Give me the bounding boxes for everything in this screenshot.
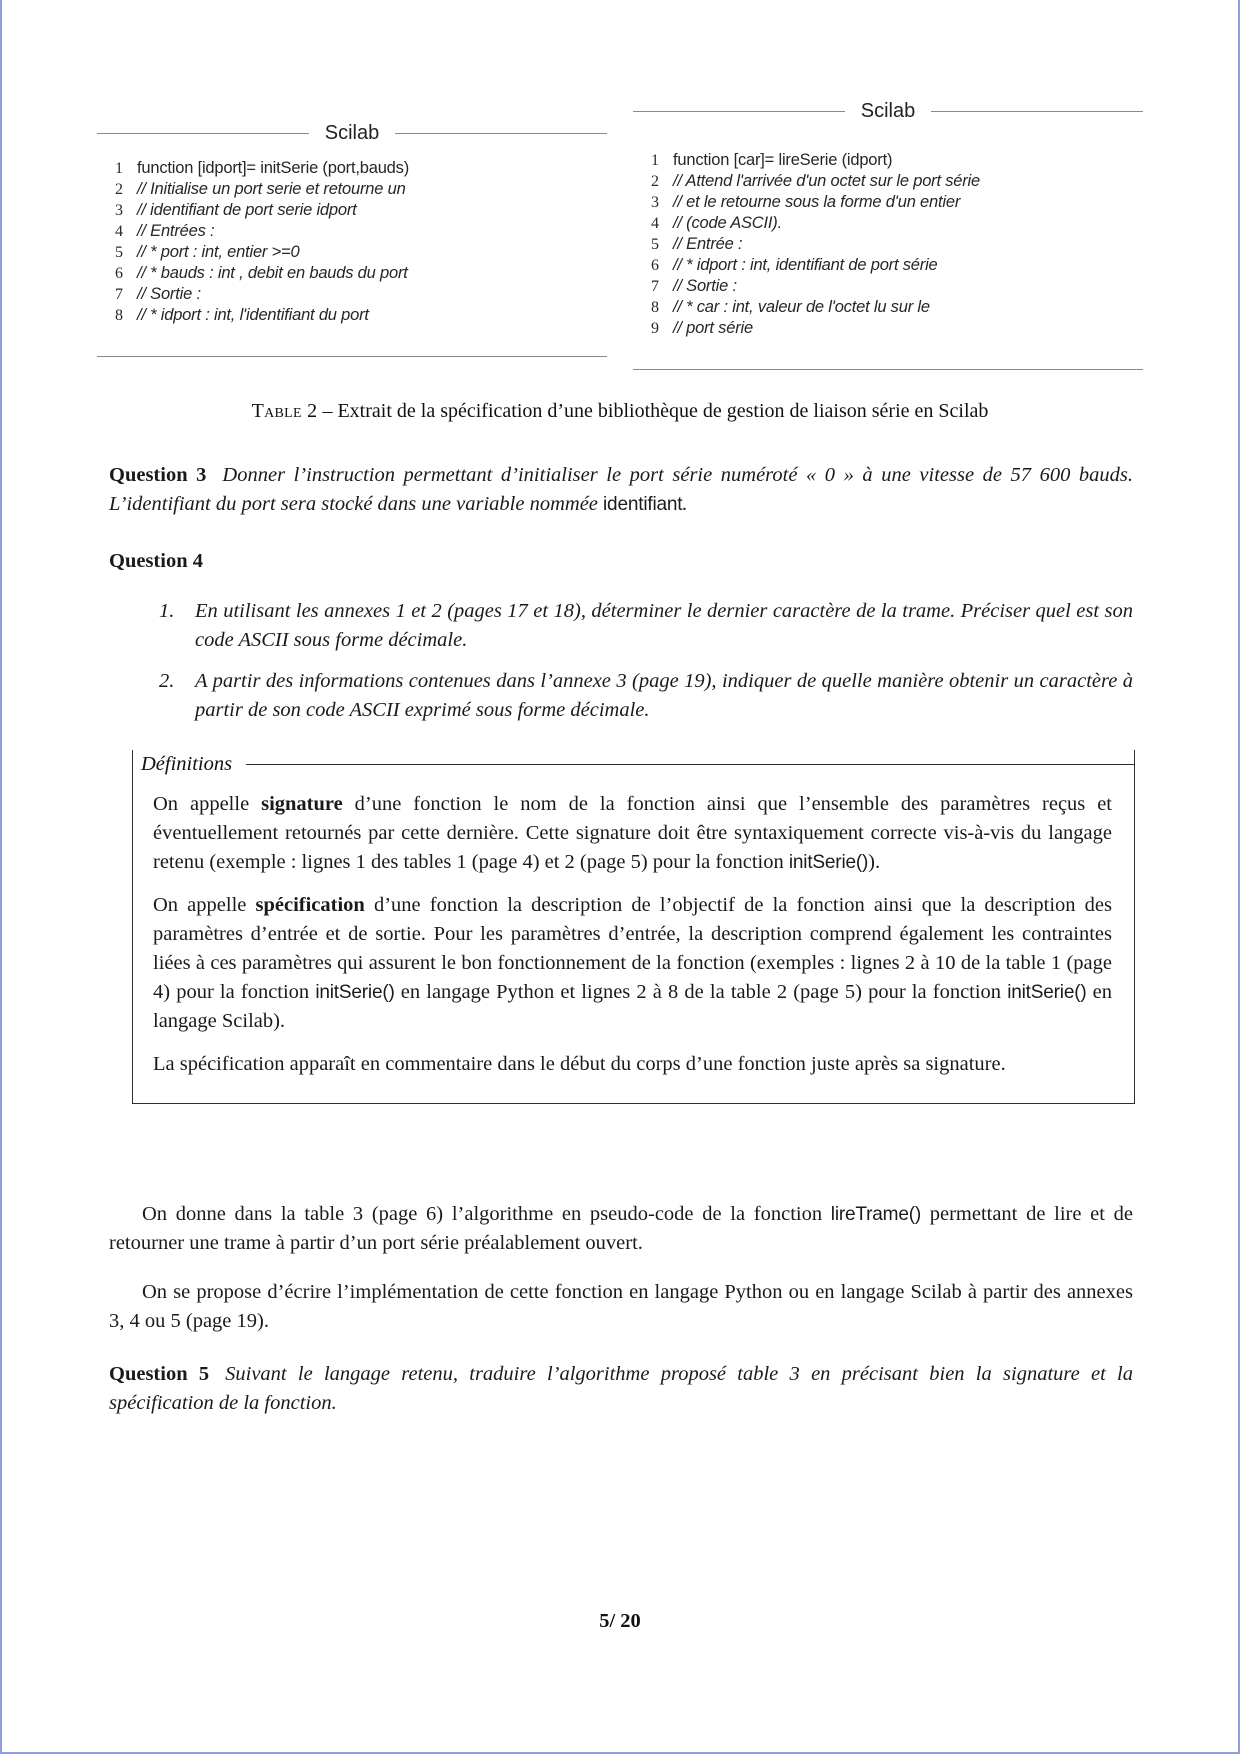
listing-initserie-body	[97, 158, 607, 326]
listing-initserie-header	[97, 118, 607, 148]
code-text: // identifiant de port serie idport	[137, 201, 357, 219]
question-3-label: Question 3	[109, 464, 207, 486]
question-5	[109, 1360, 1133, 1418]
code-line	[97, 263, 607, 284]
code-text: // Sortie :	[137, 285, 201, 303]
code-line	[633, 192, 1143, 213]
text-run: d’une fonction la description de l’objectif de la fonction ainsi que la description des paramètres d’entrée et de sortie. Pour les paramètres d’entrée, la description comprend également les contraintes liées à ces paramètres qui assurent le bon fonctionnement de la fonction (exemples : lignes 2 à 10 de la table 1 (page 4) pour la fonction	[153, 893, 1112, 1003]
listing-title: Scilab	[324, 121, 380, 144]
definitions-box-title: Définitions	[141, 753, 233, 775]
line-number: 6	[115, 265, 123, 282]
line-number: 6	[651, 257, 659, 274]
code-line	[633, 255, 1143, 276]
code-line	[633, 150, 1143, 171]
code-text: function [idport]= initSerie (port,bauds)	[137, 159, 409, 177]
text-run: ).	[868, 850, 881, 873]
line-number: 8	[651, 299, 659, 316]
table-caption-text: – Extrait de la spécification d’une bibliothèque de gestion de liaison série en Scilab	[317, 400, 989, 422]
line-number: 7	[115, 286, 123, 303]
question-3-body: Donner l’instruction permettant d’initialiser le port série numéroté « 0 » à une vitesse de 57 600 bauds. L’identifiant du port sera stocké dans une variable nommée	[109, 464, 1133, 515]
code-line	[97, 242, 607, 263]
header-rule-right	[395, 133, 607, 134]
line-number: 3	[115, 202, 123, 219]
text-run: permettant de lire et de retourner une trame à partir d’un port série préalablement ouvert.	[109, 1202, 1133, 1254]
item-text: En utilisant les annexes 1 et 2 (pages 17 et 18), déterminer le dernier caractère de la trame. Préciser quel est son code ASCII sous forme décimale.	[195, 599, 1133, 651]
page-number: 5/ 20	[599, 1610, 641, 1632]
definition-note: La spécification apparaît en commentaire dans le début du corps d’une fonction juste après sa signature.	[153, 1052, 1006, 1075]
listing-bottom-rule	[633, 369, 1143, 370]
code-line	[633, 297, 1143, 318]
code-line	[97, 305, 607, 326]
text-run: On donne dans la table 3 (page 6) l’algorithme en pseudo-code de la fonction	[142, 1202, 831, 1225]
inline-code-identifiant: identifiant	[603, 494, 683, 515]
item-number: 2.	[159, 669, 175, 692]
line-number: 1	[651, 152, 659, 169]
code-text: // port série	[673, 319, 753, 337]
header-rule-left	[97, 133, 309, 134]
text-run: On appelle	[153, 893, 256, 916]
line-number: 4	[115, 223, 123, 240]
code-text: // * idport : int, identifiant de port série	[673, 256, 938, 274]
listing-initserie	[97, 118, 607, 357]
code-line	[633, 318, 1143, 339]
inline-code-initserie: initSerie()	[788, 851, 869, 873]
definitions-box-title-rule	[246, 764, 1134, 765]
code-line	[97, 200, 607, 221]
text-run: en langage Scilab).	[153, 980, 1113, 1032]
item-text: A partir des informations contenues dans l’annexe 3 (page 19), indiquer de quelle manière obtenir un caractère à partir de son code ASCII exprimé sous forme décimale.	[195, 669, 1133, 721]
code-text: // * bauds : int , debit en bauds du port	[137, 264, 408, 282]
text-run: en langage Python et lignes 2 à 8 de la table 2 (page 5) pour la fonction	[394, 980, 1008, 1003]
code-line	[633, 234, 1143, 255]
line-number: 9	[651, 320, 659, 337]
line-number: 8	[115, 307, 123, 324]
code-text: function [car]= lireSerie (idport)	[673, 151, 893, 169]
line-number: 5	[651, 236, 659, 253]
question-4-item-1	[159, 597, 1133, 655]
line-number: 5	[115, 244, 123, 261]
code-text: // Sortie :	[673, 277, 737, 295]
code-line	[633, 276, 1143, 297]
code-text: // et le retourne sous la forme d'un entier	[673, 193, 961, 211]
code-text: // Initialise un port serie et retourne un	[137, 180, 406, 198]
line-number: 7	[651, 278, 659, 295]
code-text: // Entrées :	[137, 222, 215, 240]
question-4-item-2	[159, 667, 1133, 725]
header-rule-left	[633, 111, 845, 112]
text-run: On appelle	[153, 792, 262, 815]
code-line	[97, 158, 607, 179]
code-line	[97, 179, 607, 200]
text-run: d’une fonction le nom de la fonction ainsi que l’ensemble des paramètres reçus et éventuellement retournés par cette dernière. Cette signature doit être syntaxiquement correcte vis-à-vis du langage retenu (exemple : lignes 1 des tables 1 (page 4) et 2 (page 5) pour la fonction	[153, 792, 1112, 873]
term-signature: signature	[261, 792, 343, 815]
code-text: // * car : int, valeur de l'octet lu sur le	[673, 298, 930, 316]
code-line	[97, 221, 607, 242]
paragraph-liretrame	[109, 1200, 1133, 1258]
code-text: // Entrée :	[673, 235, 743, 253]
question-3	[109, 461, 1133, 519]
code-line	[633, 213, 1143, 234]
code-line	[97, 284, 607, 305]
paragraph-implementation: On se propose d’écrire l’implémentation de cette fonction en langage Python ou en langage Scilab à partir des annexes 3, 4 ou 5 (page 19).	[109, 1281, 1133, 1332]
table-caption-label: Table 2	[251, 400, 318, 422]
question-3-text	[109, 464, 1133, 515]
code-text: // * idport : int, l'identifiant du port	[137, 306, 369, 324]
line-number: 2	[115, 181, 123, 198]
line-number: 1	[115, 160, 123, 177]
definitions-box	[132, 750, 1135, 1104]
listing-title: Scilab	[860, 99, 916, 122]
listing-lireserie-body	[633, 150, 1143, 339]
listing-bottom-rule	[97, 356, 607, 357]
question-4-label: Question 4	[109, 550, 203, 572]
definition-signature	[153, 790, 1112, 877]
line-number: 3	[651, 194, 659, 211]
line-number: 2	[651, 173, 659, 190]
inline-code-initserie: initSerie()	[1007, 981, 1087, 1003]
item-number: 1.	[159, 599, 175, 622]
header-rule-right	[931, 111, 1143, 112]
code-text: // Attend l'arrivée d'un octet sur le port série	[673, 172, 980, 190]
question-5-text: Suivant le langage retenu, traduire l’algorithme proposé table 3 en précisant bien la signature et la spécification de la fonction.	[109, 1363, 1133, 1414]
code-text: // (code ASCII).	[673, 214, 782, 232]
code-line	[633, 171, 1143, 192]
question-5-label: Question 5	[109, 1363, 210, 1385]
table-caption	[97, 400, 1143, 423]
inline-code-liretrame: lireTrame()	[830, 1203, 922, 1225]
listing-lireserie	[633, 96, 1143, 370]
inline-code-initserie: initSerie()	[315, 981, 395, 1003]
definitions-box-titlebar	[141, 750, 1134, 780]
definition-specification	[153, 891, 1112, 1036]
code-listings-row	[97, 96, 1143, 370]
line-number: 4	[651, 215, 659, 232]
listing-lireserie-header	[633, 96, 1143, 126]
term-specification: spécification	[255, 893, 365, 916]
question-3-tail: .	[682, 493, 688, 515]
code-text: // * port : int, entier >=0	[137, 243, 300, 261]
